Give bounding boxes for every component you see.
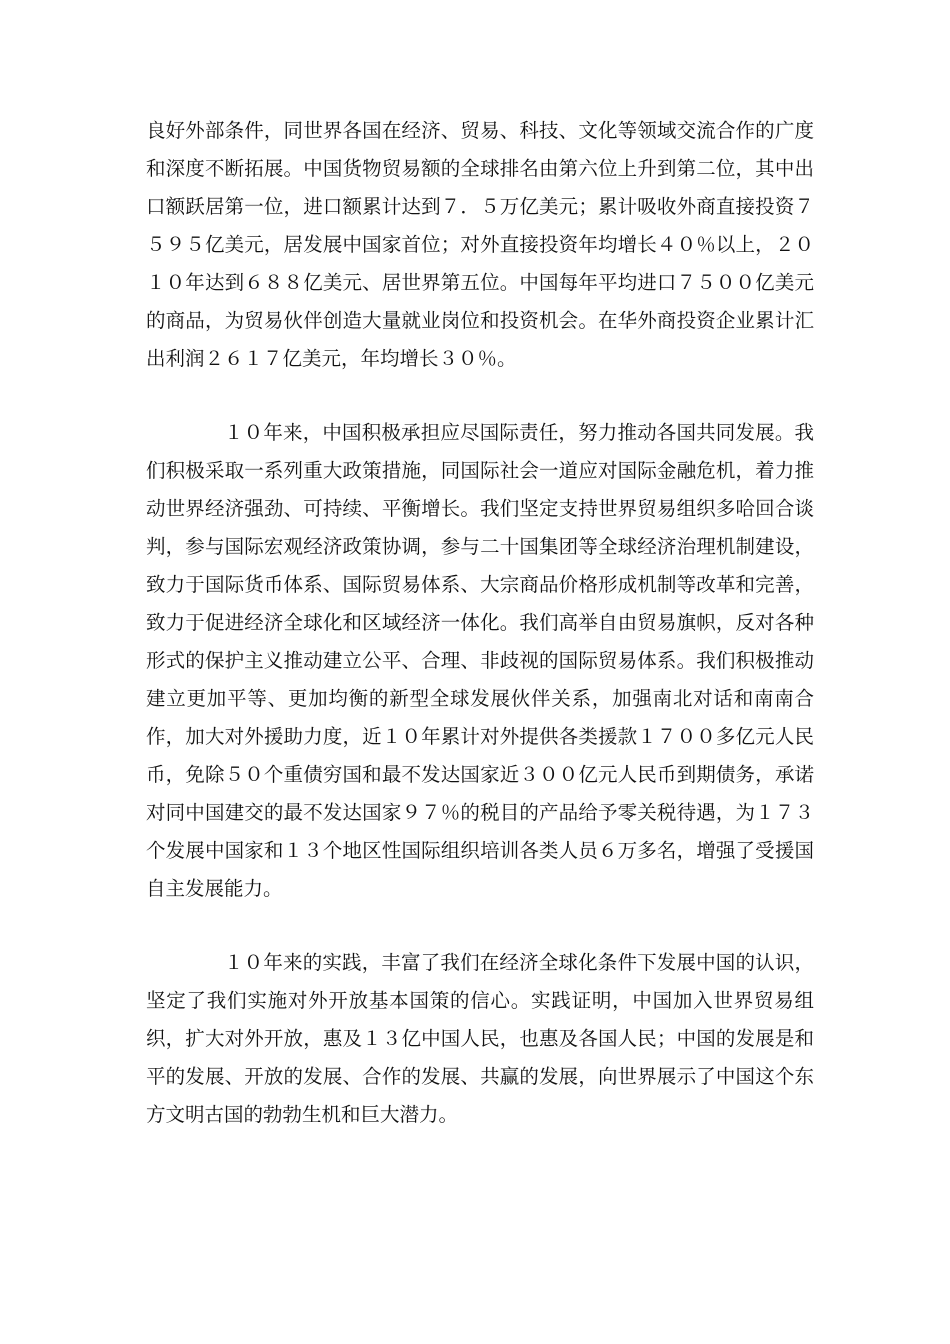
paragraph-continued: 良好外部条件，同世界各国在经济、贸易、科技、文化等领域交流合作的广度和深度不断拓展。中国货物贸易额的全球排名由第六位上升到第二位，其中出口额跃居第一位，进口额累计达到７．５万亿美元；累计吸收外商直接投资７５９５亿美元，居发展中国家首位；对外直接投资年均增长４０％以上，２０１０年达到６８８亿美元、居世界第五位。中国每年平均进口７５００亿美元的商品，为贸易伙伴创造大量就业岗位和投资机会。在华外商投资企业累计汇出利润２６１７亿美元，年均增长３０％。	[146, 119, 814, 370]
paragraph-international-responsibility: １０年来，中国积极承担应尽国际责任，努力推动各国共同发展。我们积极采取一系列重大政策措施，同国际社会一道应对国际金融危机，着力推动世界经济强劲、可持续、平衡增长。我们坚定支持世界贸易组织多哈回合谈判，参与国际宏观经济政策协调，参与二十国集团等全球经济治理机制建设，致力于国际货币体系、国际贸易体系、大宗商品价格形成机制等改革和完善，致力于促进经济全球化和区域经济一体化。我们高举自由贸易旗帜，反对各种形式的保护主义推动建立公平、合理、非歧视的国际贸易体系。我们积极推动建立更加平等、更加均衡的新型全球发展伙伴关系，加强南北对话和南南合作，加大对外援助力度，近１０年累计对外提供各类援款１７００多亿元人民币，免除５０个重债穷国和最不发达国家近３００亿元人民币到期债务，承诺对同中国建交的最不发达国家９７％的税目的产品给予零关税待遇，为１７３个发展中国家和１３个地区性国际组织培训各类人员６万多名，增强了受援国自主发展能力。	[146, 421, 814, 900]
paragraph-practice-summary: １０年来的实践，丰富了我们在经济全球化条件下发展中国的认识，坚定了我们实施对外开放基本国策的信心。实践证明，中国加入世界贸易组织，扩大对外开放，惠及１３亿中国人民，也惠及各国人民；中国的发展是和平的发展、开放的发展、合作的发展、共赢的发展，向世界展示了中国这个东方文明古国的勃勃生机和巨大潜力。	[146, 951, 814, 1126]
document-body	[146, 112, 814, 1170]
